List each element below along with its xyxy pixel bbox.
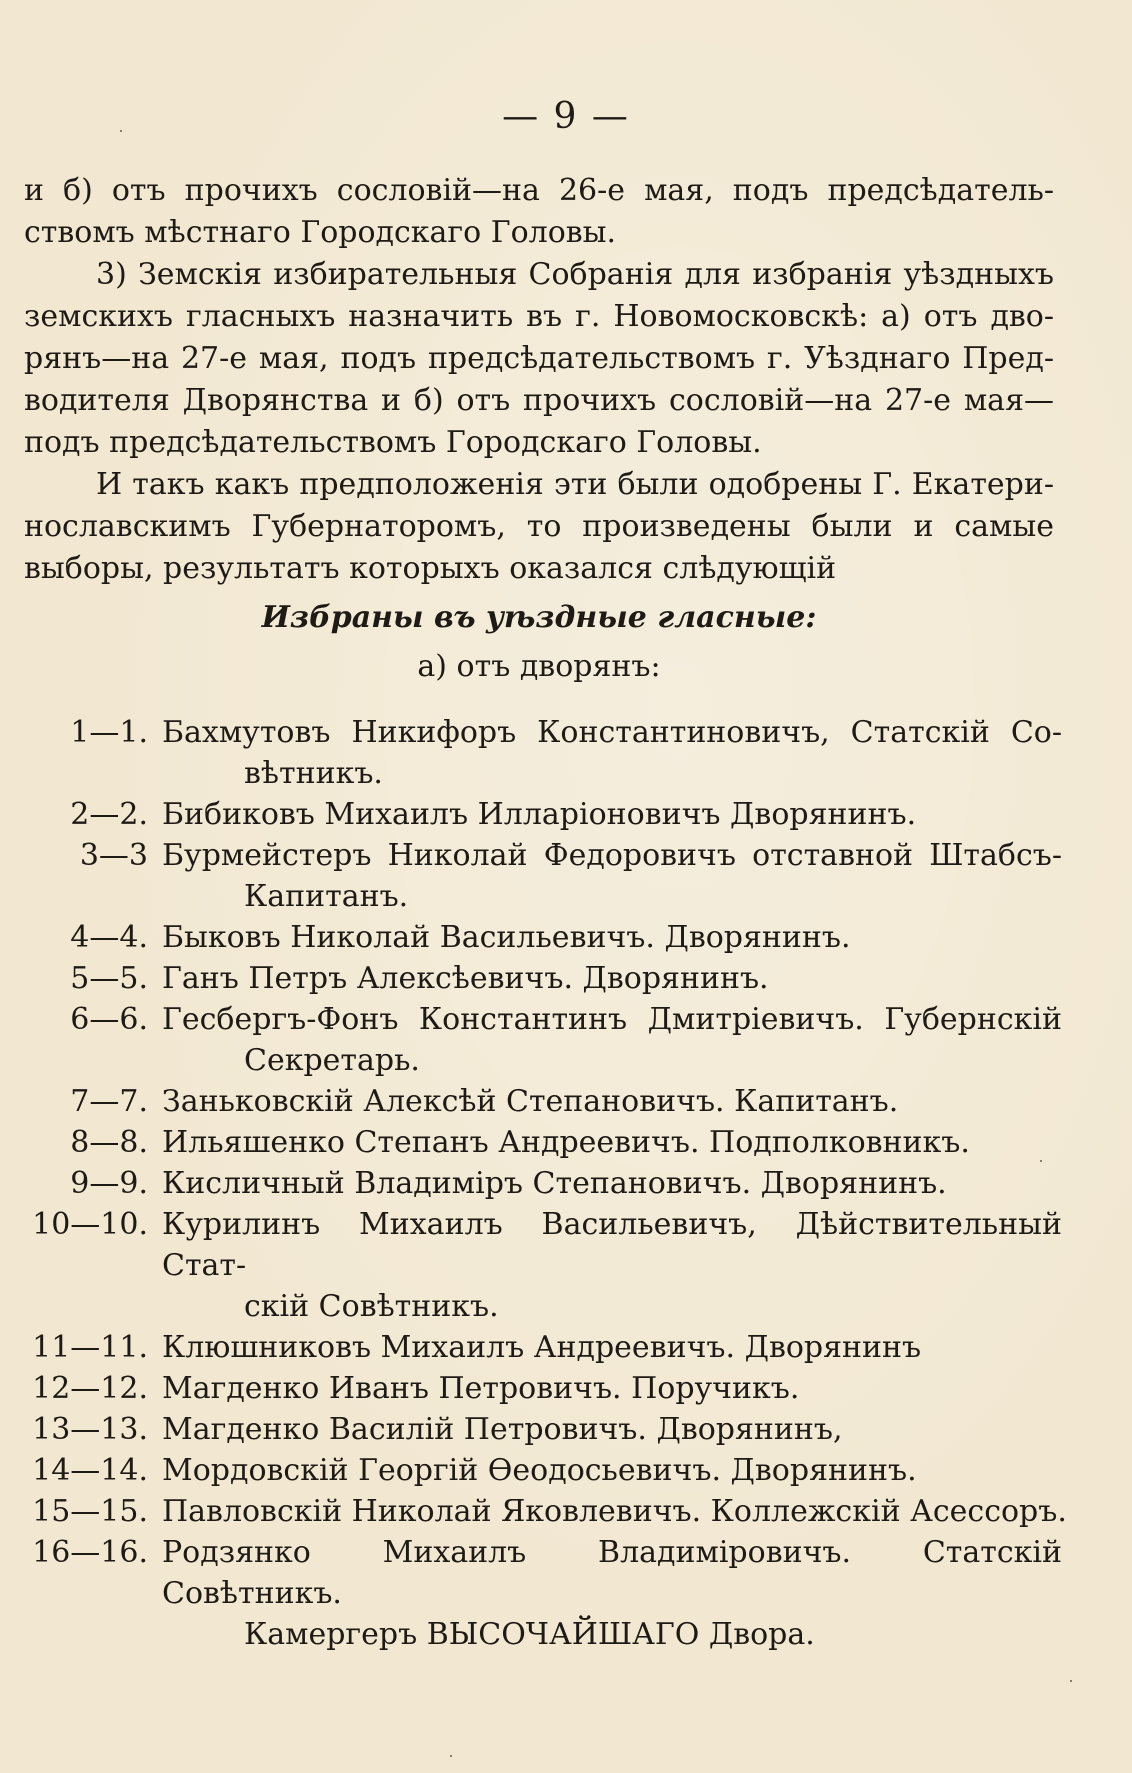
electee-entry: Заньковскій Алексѣй Степановичъ. Капитанъ. <box>162 1084 899 1119</box>
electee-item <box>0 1081 1132 1122</box>
print-speck <box>120 130 122 132</box>
electee-entry: Бахмутовъ Никифоръ Константиновичъ, Статскій Со- <box>162 715 1062 750</box>
electee-item <box>0 958 1132 999</box>
paragraph-1-line-1: и б) отъ прочихъ сословій—на 26-е мая, подъ предсѣдатель- <box>24 173 1054 208</box>
electee-number: 7—7. <box>70 1084 148 1119</box>
electee-number: 6—6. <box>70 1002 148 1037</box>
section-subheading: а) отъ дворянъ: <box>417 649 661 684</box>
electee-number: 16—16. <box>32 1535 148 1570</box>
electee-entry: Родзянко Михаилъ Владиміровичъ. Статскій Совѣтникъ. <box>162 1535 1062 1611</box>
electee-item <box>0 1450 1132 1491</box>
paragraph-3-line-2: нославскимъ Губернаторомъ, то произведены были и самые <box>24 509 1054 544</box>
electee-list <box>0 712 1132 1655</box>
electee-number: 5—5. <box>70 961 148 996</box>
print-speck <box>1070 1680 1072 1682</box>
electee-item <box>0 999 1132 1081</box>
electee-number: 15—15. <box>32 1494 148 1529</box>
electee-entry: Ганъ Петръ Алексѣевичъ. Дворянинъ. <box>162 961 769 996</box>
paragraph-3-line-3: выборы, результатъ которыхъ оказался слѣдующій <box>24 551 837 586</box>
electee-number: 8—8. <box>70 1125 148 1160</box>
electee-entry-continuation: Капитанъ. <box>244 879 409 914</box>
electee-item <box>0 1204 1132 1327</box>
section-heading: Избраны въ уѣздные гласные: <box>261 600 817 635</box>
electee-item <box>0 1163 1132 1204</box>
electee-entry: Магденко Василій Петровичъ. Дворянинъ, <box>162 1412 843 1447</box>
electee-number: 14—14. <box>32 1453 148 1488</box>
paragraph-2-line-2: земскихъ гласныхъ назначить въ г. Новомосковскѣ: а) отъ дво- <box>24 299 1054 334</box>
body-text <box>24 170 1054 692</box>
electee-number: 3—3 <box>79 838 148 873</box>
print-speck <box>1040 1160 1042 1162</box>
electee-entry: Бибиковъ Михаилъ Илларіоновичъ Дворянинъ. <box>162 797 917 832</box>
electee-entry-continuation: Камергеръ ВЫСОЧАЙШАГО Двора. <box>244 1617 815 1652</box>
electee-number: 2—2. <box>70 797 148 832</box>
paragraph-2-line-1: 3) Земскія избирательныя Собранія для избранія уѣздныхъ <box>96 257 1054 292</box>
electee-entry-continuation: скій Совѣтникъ. <box>244 1289 499 1324</box>
electee-item <box>0 1491 1132 1532</box>
electee-entry: Павловскій Николай Яковлевичъ. Коллежскій Асессоръ. <box>162 1494 1067 1529</box>
electee-entry: Быковъ Николай Васильевичъ. Дворянинъ. <box>162 920 851 955</box>
electee-entry: Ильяшенко Степанъ Андреевичъ. Подполковникъ. <box>162 1125 970 1160</box>
electee-item <box>0 917 1132 958</box>
paragraph-2-line-3: рянъ—на 27-е мая, подъ предсѣдательствомъ г. Уѣзднаго Пред- <box>24 341 1054 376</box>
electee-entry: Мордовскій Георгій Ѳеодосьевичъ. Дворянинъ. <box>162 1453 917 1488</box>
electee-item <box>0 1122 1132 1163</box>
electee-entry: Магденко Иванъ Петровичъ. Поручикъ. <box>162 1371 800 1406</box>
electee-entry-continuation: Секретарь. <box>244 1043 420 1078</box>
electee-item <box>0 1409 1132 1450</box>
electee-number: 4—4. <box>70 920 148 955</box>
electee-entry: Гесбергъ-Фонъ Константинъ Дмитріевичъ. Губернскій <box>162 1002 1062 1037</box>
electee-number: 13—13. <box>32 1412 148 1447</box>
electee-entry: Кисличный Владиміръ Степановичъ. Дворянинъ. <box>162 1166 947 1201</box>
electee-entry: Курилинъ Михаилъ Васильевичъ, Дѣйствительный Стат- <box>162 1207 1062 1283</box>
electee-item <box>0 835 1132 917</box>
electee-item <box>0 1327 1132 1368</box>
electee-entry-continuation: вѣтникъ. <box>244 756 383 791</box>
electee-number: 1—1. <box>70 715 148 750</box>
print-speck <box>450 1755 452 1757</box>
electee-number: 12—12. <box>32 1371 148 1406</box>
electee-entry: Бурмейстеръ Николай Федоровичъ отставной Штабсъ- <box>162 838 1062 873</box>
electee-number: 9—9. <box>70 1166 148 1201</box>
electee-number: 10—10. <box>32 1207 148 1242</box>
electee-item <box>0 1368 1132 1409</box>
paragraph-3-line-1: И такъ какъ предположенія эти были одобрены Г. Екатери- <box>96 467 1054 502</box>
electee-item <box>0 794 1132 835</box>
paragraph-2-line-5: подъ предсѣдательствомъ Городскаго Головы. <box>24 425 762 460</box>
electee-item <box>0 1532 1132 1655</box>
paragraph-1-line-2: ствомъ мѣстнаго Городскаго Головы. <box>24 215 617 250</box>
electee-number: 11—11. <box>32 1330 148 1365</box>
electee-entry: Клюшниковъ Михаилъ Андреевичъ. Дворянинъ <box>162 1330 922 1365</box>
electee-item <box>0 712 1132 794</box>
paragraph-2-line-4: водителя Дворянства и б) отъ прочихъ сословій—на 27-е мая— <box>24 383 1054 418</box>
page-number: — 9 — <box>502 96 630 137</box>
